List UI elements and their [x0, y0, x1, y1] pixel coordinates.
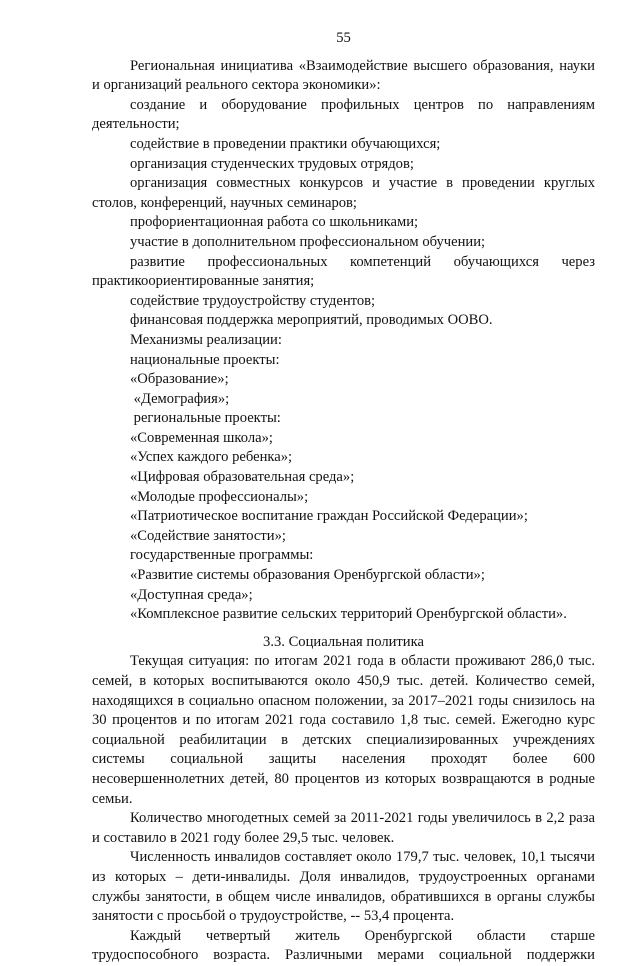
list-item: организация студенческих трудовых отрядов; — [130, 155, 414, 172]
list-item: профориентационная работа со школьниками; — [130, 214, 419, 231]
page-number: 55 — [336, 30, 351, 46]
list-item: финансовая поддержка мероприятий, проводимых ООВО. — [130, 312, 493, 329]
list-item: «Демография»; — [130, 390, 230, 407]
body-paragraph: Каждый четвертый житель Оренбургской области старше трудоспособного возраста. Различными мерами социальной поддержки — [92, 927, 595, 964]
list-item: «Комплексное развитие сельских территорий Оренбургской области». — [130, 606, 567, 623]
list-item: «Образование»; — [130, 371, 229, 388]
list-item: «Современная школа»; — [130, 429, 273, 446]
list-item: участие в дополнительном профессиональном обучении; — [130, 233, 486, 250]
section-body — [92, 652, 595, 966]
initiative-list — [92, 57, 595, 625]
body-paragraph: Количество многодетных семей за 2011-2021 годы увеличилось в 2,2 раза и составило в 2021 году более 29,5 тыс. человек. — [92, 810, 595, 846]
list-item: содействие трудоустройству студентов; — [130, 292, 376, 309]
section-heading: 3.3. Социальная политика — [263, 633, 424, 650]
list-item: «Развитие системы образования Оренбургской области»; — [130, 567, 485, 584]
list-item: организация совместных конкурсов и участие в проведении круглых столов, конференций, научных семинаров; — [92, 175, 595, 211]
list-item: «Содействие занятости»; — [130, 527, 286, 544]
list-item: «Успех каждого ребенка»; — [130, 449, 293, 466]
list-item: национальные проекты: — [130, 351, 280, 368]
list-item: государственные программы: — [130, 547, 314, 564]
body-paragraph: Численность инвалидов составляет около 179,7 тыс. человек, 10,1 тысячи из которых – дети-инвалиды. Доля инвалидов, трудоустроенных органами службы занятости, в общем числе инвалидов, обратившихся в органы службы занятости с просьбой о трудоустройстве, -- 53,4 процента. — [92, 849, 595, 925]
list-item: «Доступная среда»; — [130, 586, 253, 603]
list-item: региональные проекты: — [130, 410, 281, 427]
list-item: развитие профессиональных компетенций обучающихся через практикоориентированные занятия; — [92, 253, 595, 290]
list-item: содействие в проведении практики обучающихся; — [130, 135, 441, 152]
list-item: «Цифровая образовательная среда»; — [130, 469, 355, 486]
list-item: «Патриотическое воспитание граждан Российской Федерации»; — [130, 508, 528, 525]
body-paragraph: Текущая ситуация: по итогам 2021 года в области проживают 286,0 тыс. семей, в которых воспитываются около 450,9 тыс. детей. Количество семей, находящихся в социально опасном положении, за 2017–2021 годы снизилось на 30 процентов и по итогам 2021 года составило 1,8 тыс. семей. Ежегодно курс социальной реабилитации в детских специализированных учреждениях системы социальной защиты населения проходят более 600 несовершеннолетних детей, 80 процентов из которых возвращаются в родные семьи. — [92, 653, 595, 807]
list-item: создание и оборудование профильных центров по направлениям деятельности; — [92, 96, 595, 133]
list-item: «Молодые профессионалы»; — [130, 488, 309, 505]
paragraph: Региональная инициатива «Взаимодействие высшего образования, науки и организаций реального сектора экономики»: — [92, 57, 595, 94]
list-item: Механизмы реализации: — [130, 331, 282, 348]
